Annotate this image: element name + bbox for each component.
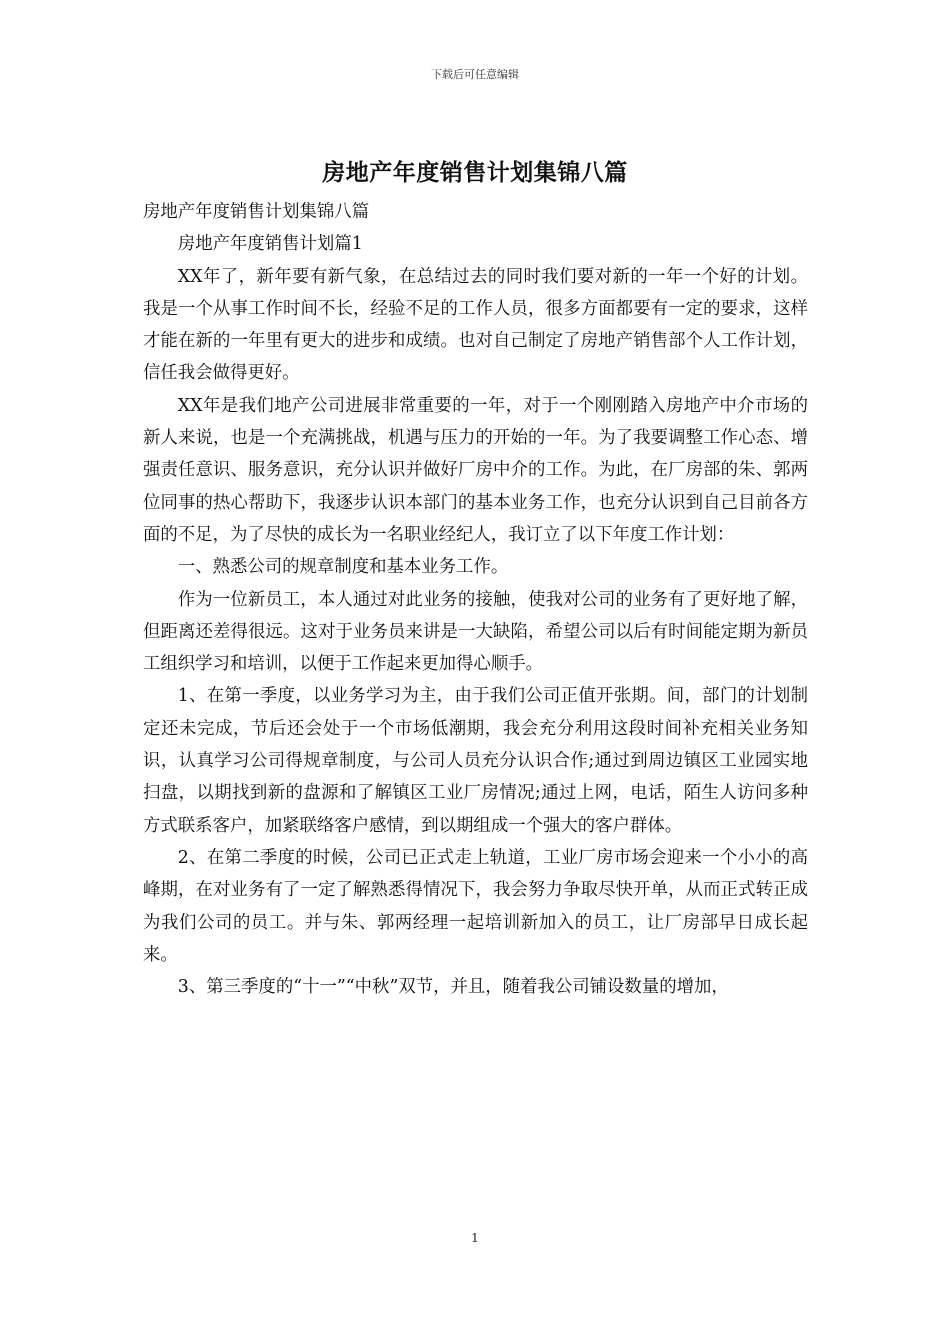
paragraph: 3、第三季度的“十一”“中秋”双节，并且，随着我公司铺设数量的增加， xyxy=(177,977,729,998)
paragraph: 1、在第一季度，以业务学习为主，由于我们公司正值开张期。间，部门的计划制定还未完成，节后还会处于一个市场低潮期，我会充分利用这段时间补充相关业务知识，认真学习公司得规章制度，与公司人员充分认识合作;通过到周边镇区工业园实地扫盘，以期找到新的盘源和了解镇区工业厂房情况;通过上网，电话，陌生人访问多种方式联系客户，加紧联络客户感情，到以期组成一个强大的客户群体。 xyxy=(143,686,808,836)
paragraph: XX年是我们地产公司进展非常重要的一年，对于一个刚刚踏入房地产中介市场的新人来说，也是一个充满挑战，机遇与压力的开始的一年。为了我要调整工作心态、增强责任意识、服务意识，充分认识并做好厂房中介的工作。为此，在厂房部的朱、郭两位同事的热心帮助下，我逐步认识本部门的基本业务工作，也充分认识到自己目前各方面的不足，为了尽快的成长为一名职业经纪人，我订立了以下年度工作计划： xyxy=(143,395,808,545)
document-title: 房地产年度销售计划集锦八篇 xyxy=(322,159,628,186)
paragraph: XX年了，新年要有新气象，在总结过去的同时我们要对新的一年一个好的计划。我是一个从事工作时间不长，经验不足的工作人员，很多方面都要有一定的要求，这样才能在新的一年里有更大的进步和成绩。也对自己制定了房地产销售部个人工作计划，信任我会做得更好。 xyxy=(143,266,808,384)
paragraph: 房地产年度销售计划集锦八篇 xyxy=(143,202,370,222)
paragraph: 一、熟悉公司的规章制度和基本业务工作。 xyxy=(177,557,509,578)
document-body xyxy=(143,196,808,1003)
paragraph: 作为一位新员工，本人通过对此业务的接触，使我对公司的业务有了更好地了解，但距离还差得很远。这对于业务员来讲是一大缺陷，希望公司以后有时间能定期为新员工组织学习和培训，以便于工作起来更加得心顺手。 xyxy=(143,589,808,675)
paragraph: 2、在第二季度的时候，公司已正式走上轨道，工业厂房市场会迎来一个小小的高峰期，在对业务有了一定了解熟悉得情况下，我会努力争取尽快开单，从而正式转正成为我们公司的员工。并与朱、郭两经理一起培训新加入的员工，让厂房部早日成长起来。 xyxy=(143,847,808,965)
page-number: 1 xyxy=(471,1231,479,1245)
header-note: 下载后可任意编辑 xyxy=(431,68,519,81)
paragraph: 房地产年度销售计划篇1 xyxy=(177,234,363,255)
